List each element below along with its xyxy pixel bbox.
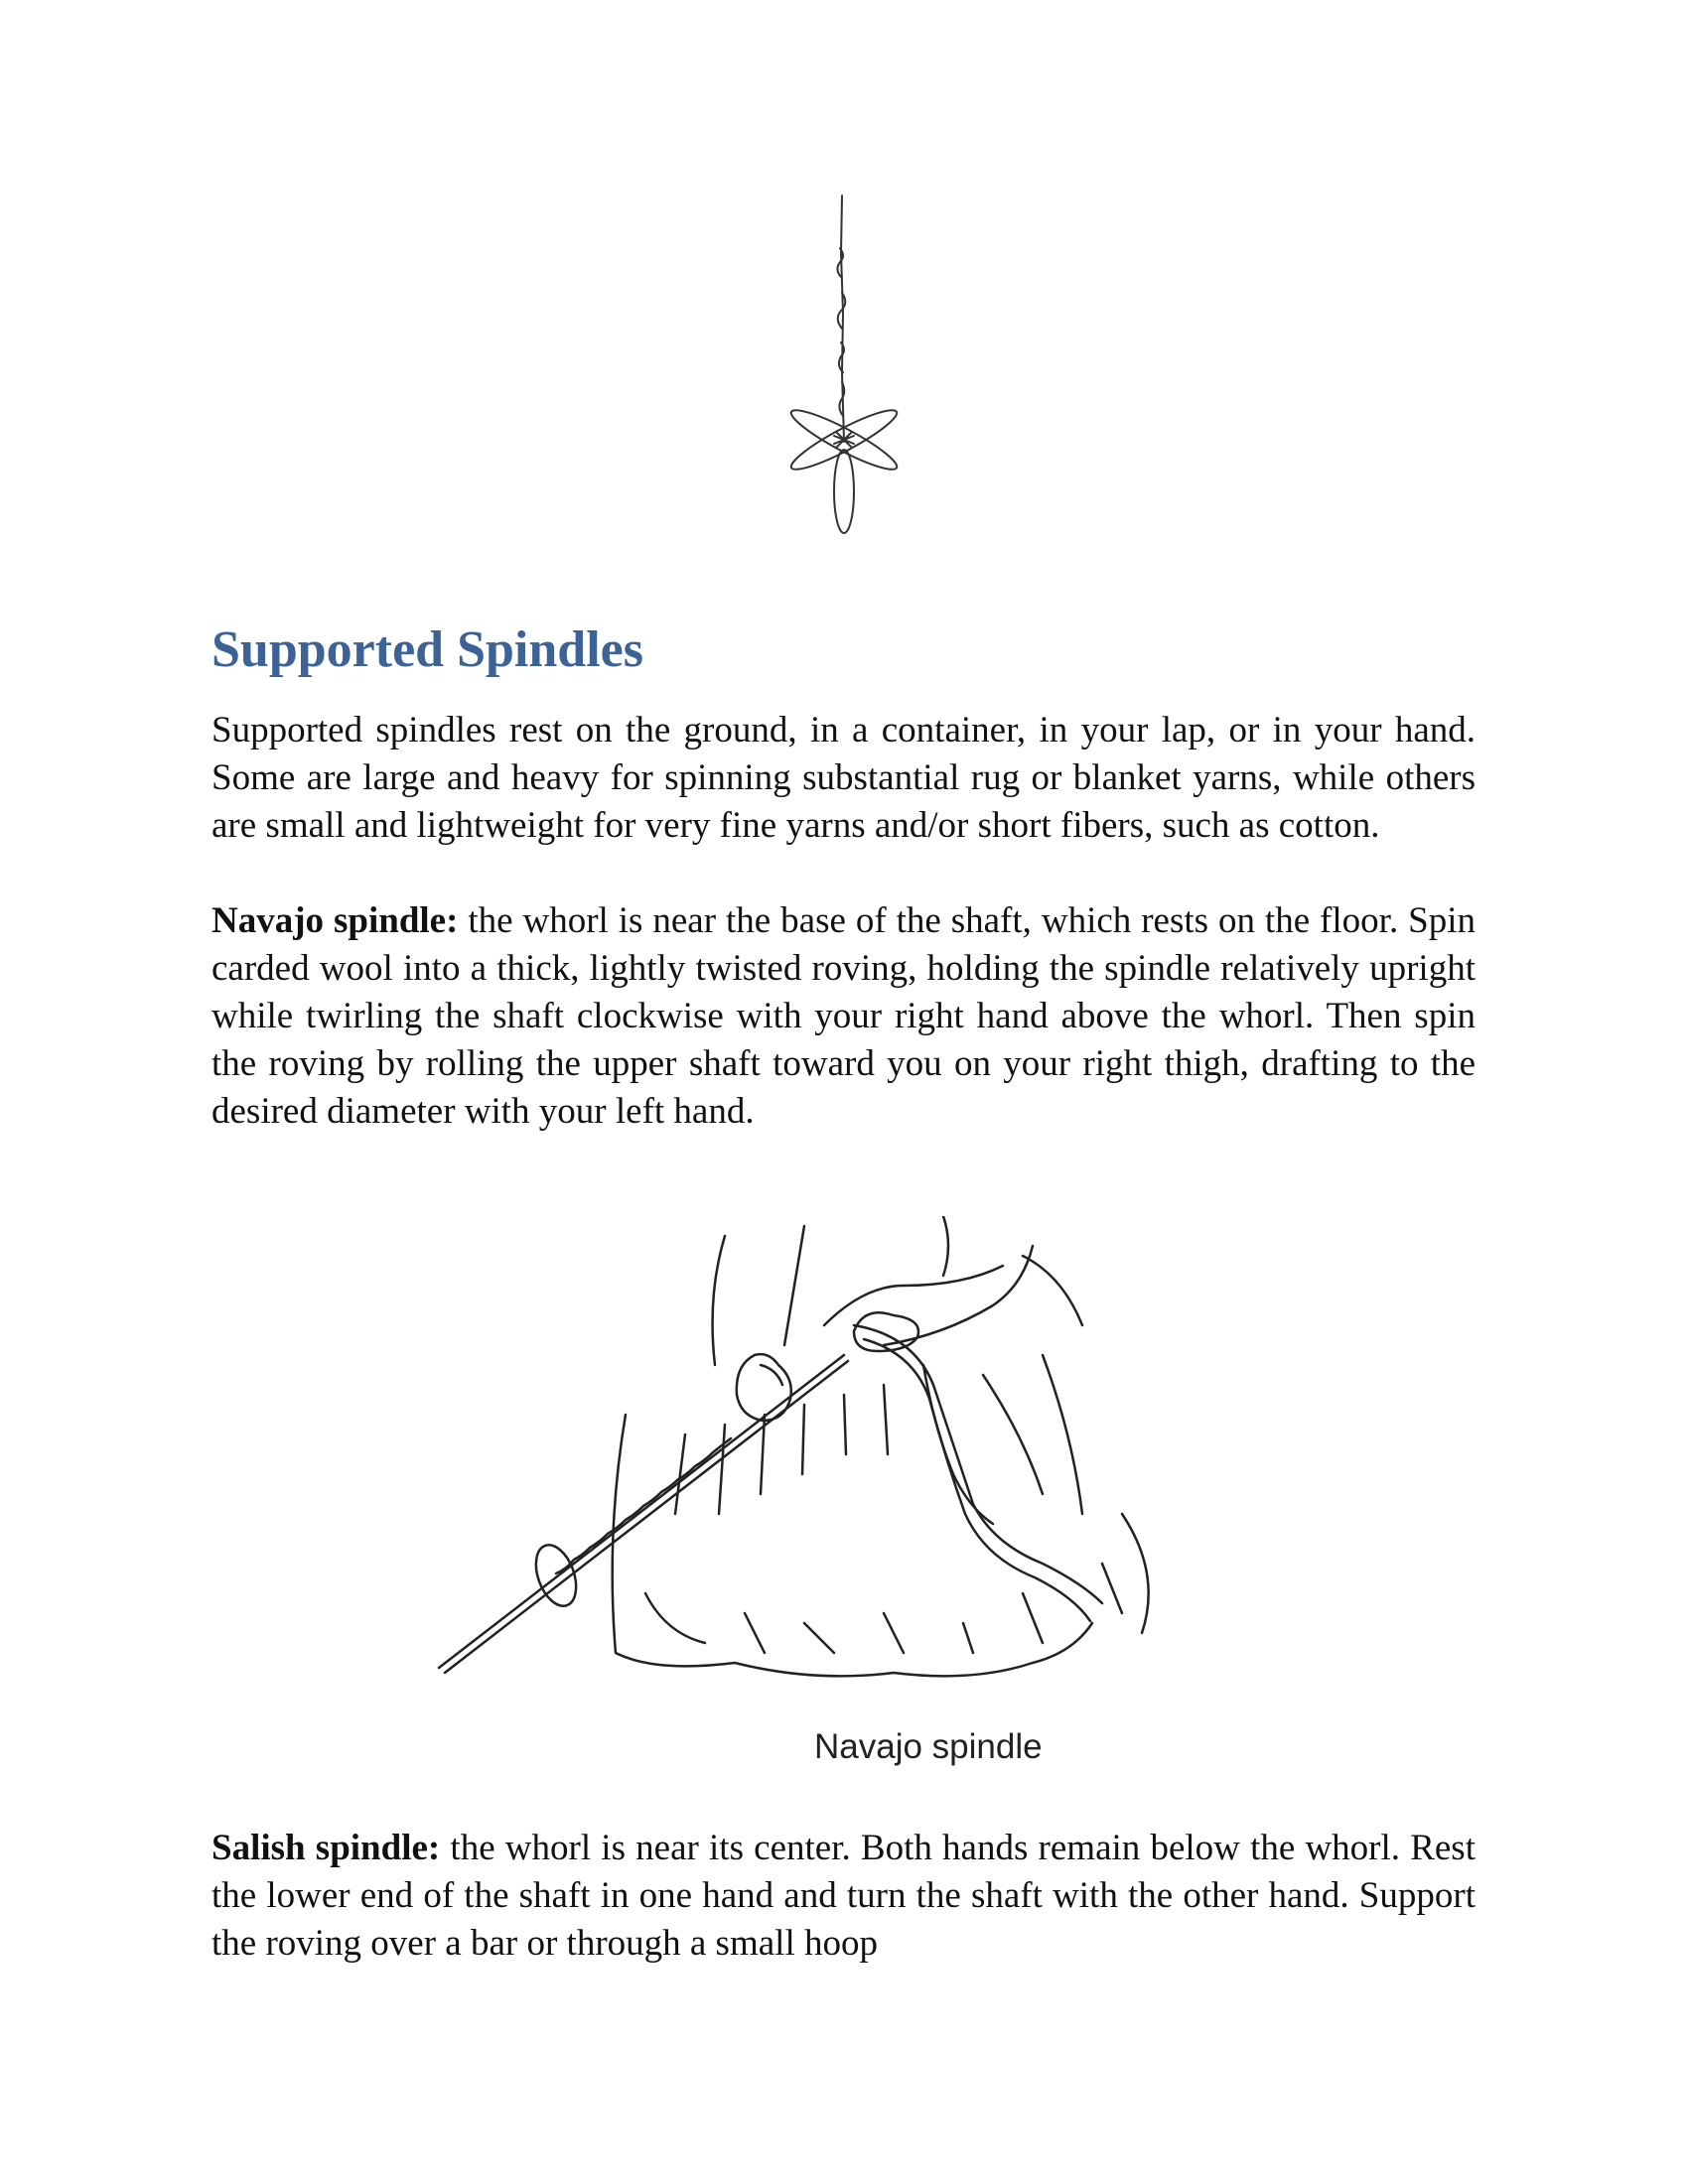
- navajo-spindle-illustration: [427, 1216, 1261, 1782]
- navajo-term: Navajo spindle:: [211, 900, 459, 941]
- salish-description: the whorl is near its center. Both hands remain below the whorl. Rest the lower end of the shaft in one hand and turn the shaft with the other hand. Support the roving over a bar or through a small hoop: [211, 1828, 1476, 1964]
- section-heading: Supported Spindles: [211, 621, 643, 678]
- navajo-description: the whorl is near the base of the shaft, which rests on the floor. Spin carded wool into a thick, lightly twisted roving, holding the spindle relatively upright while twirling the shaft clockwise with your right hand above the whorl. Then spin the roving by rolling the upper shaft toward you on your right thigh, drafting to the desired diameter with your left hand.: [211, 900, 1476, 1132]
- salish-term: Salish spindle:: [211, 1828, 441, 1868]
- salish-paragraph: [211, 1825, 1476, 1968]
- intro-paragraph: Supported spindles rest on the ground, in a container, in your lap, or in your hand. Some are large and heavy for spinning substantial rug or blanket yarns, while others are small and lightweight for very fine yarns and/or short fibers, such as cotton.: [211, 710, 1476, 846]
- navajo-paragraph: [211, 897, 1476, 1136]
- hanging-spindle-illustration: [755, 194, 933, 551]
- figure-caption: Navajo spindle: [814, 1727, 1043, 1766]
